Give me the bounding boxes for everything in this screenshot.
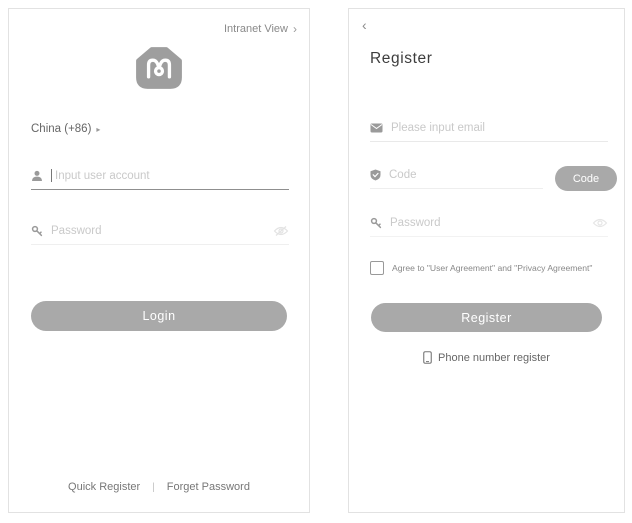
quick-register-link[interactable]: Quick Register xyxy=(68,481,141,493)
agreement-checkbox[interactable] xyxy=(370,261,384,275)
login-footer-links xyxy=(9,481,309,493)
phone-register-label: Phone number register xyxy=(438,351,550,364)
account-input[interactable] xyxy=(55,170,289,182)
send-code-button[interactable]: Code xyxy=(555,166,617,191)
shield-check-icon xyxy=(370,169,381,181)
account-field-row xyxy=(31,169,289,190)
back-button[interactable] xyxy=(362,17,367,33)
country-code-label: China (+86) xyxy=(31,123,92,135)
m-logo-icon xyxy=(134,45,184,91)
chevron-right-icon: › xyxy=(293,22,297,36)
page-title: Register xyxy=(370,50,433,67)
phone-register-link[interactable] xyxy=(349,351,624,364)
register-password-field-row xyxy=(370,217,608,237)
forget-password-link[interactable]: Forget Password xyxy=(166,481,250,493)
intranet-view-link[interactable] xyxy=(224,22,297,36)
agreement-row xyxy=(370,261,616,275)
register-password-input[interactable] xyxy=(390,217,584,229)
register-button[interactable]: Register xyxy=(371,303,602,332)
links-divider: | xyxy=(152,481,155,493)
login-button[interactable]: Login xyxy=(31,301,287,331)
intranet-view-label: Intranet View xyxy=(223,23,288,35)
user-icon xyxy=(31,170,43,182)
chevron-small-icon: ▸ xyxy=(96,124,101,134)
country-code-selector[interactable] xyxy=(31,123,100,135)
app-logo xyxy=(134,45,184,96)
login-screen xyxy=(8,8,310,513)
key-icon xyxy=(31,225,43,237)
agreement-label: Agree to "User Agreement" and "Privacy Agreement" xyxy=(392,263,593,273)
back-chevron-icon: ‹ xyxy=(362,17,367,33)
eye-off-icon[interactable] xyxy=(592,217,608,229)
key-icon xyxy=(370,217,382,229)
password-field-row xyxy=(31,225,289,245)
email-field-row xyxy=(370,122,608,142)
envelope-icon xyxy=(370,123,383,133)
code-input[interactable] xyxy=(389,169,543,181)
email-input[interactable] xyxy=(391,122,608,134)
password-input[interactable] xyxy=(51,225,265,237)
register-screen xyxy=(348,8,625,513)
phone-icon xyxy=(423,351,432,364)
text-cursor xyxy=(51,169,52,182)
code-field-row xyxy=(370,166,608,191)
eye-off-icon[interactable] xyxy=(273,225,289,237)
